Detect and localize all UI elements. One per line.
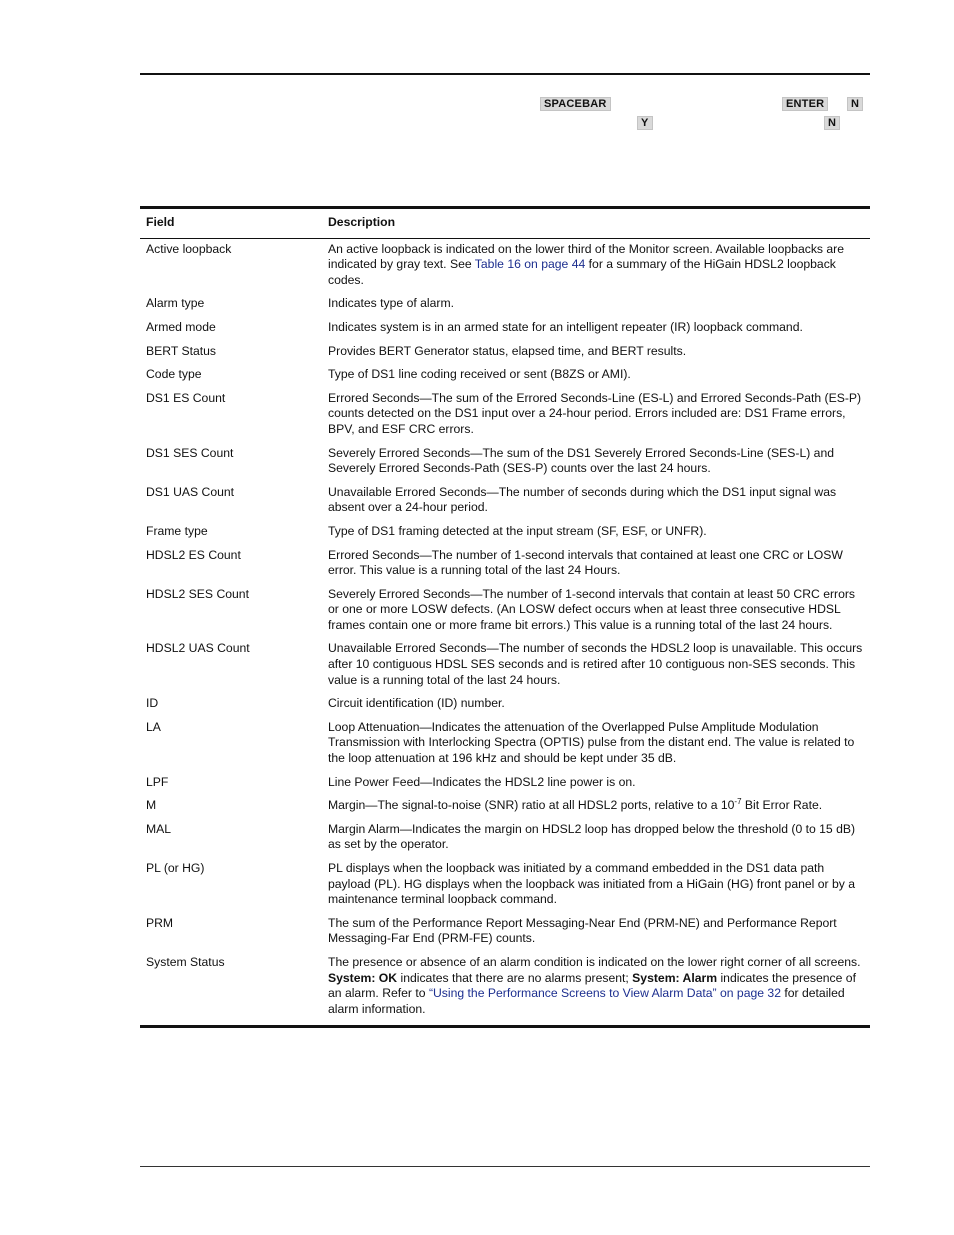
table-row <box>140 296 870 320</box>
field-cell: M <box>146 798 157 813</box>
table-row <box>140 446 870 485</box>
field-column-header: Field <box>146 215 175 229</box>
description-cell: Unavailable Errored Seconds—The number of seconds during which the DS1 input signal was absent over a 24-hour period. <box>328 484 837 515</box>
field-cell: Code type <box>146 367 202 382</box>
description-cell: Provides BERT Generator status, elapsed time, and BERT results. <box>328 343 687 358</box>
description-cell: Errored Seconds—The number of 1-second intervals that contained at least one CRC or LOSW error. This value is a running total of the last 24 Hours. <box>328 547 843 578</box>
table-row <box>140 485 870 524</box>
description-cell: Type of DS1 line coding received or sent (B8ZS or AMI). <box>328 367 631 382</box>
table-row <box>140 524 870 548</box>
description-cell <box>322 238 870 296</box>
n-key: N <box>824 116 840 130</box>
description-cell: Unavailable Errored Seconds—The number of seconds the HDSL2 loop is unavailable. This occurs after 10 contiguous HDSL SES seconds and is retired after 10 contiguous non-SES seconds. This value is a running total of the last 24 hours. <box>328 641 863 687</box>
table-row <box>140 696 870 720</box>
field-cell: Frame type <box>146 523 208 538</box>
description-cell: Errored Seconds—The sum of the Errored Seconds-Line (ES-L) and Errored Seconds-Path (ES-P) counts detected on the DS1 input over a 24-hour period. Errors included are: DS1 Frame errors, BPV, and ESF CRC errors. <box>328 390 862 436</box>
field-description-table <box>140 206 870 1028</box>
field-cell: LA <box>146 719 161 734</box>
description-cell: Severely Errored Seconds—The number of 1-second intervals that contain at least 50 CRC errors or one or more LOSW defects. (An LOSW defect occurs when at least three consecutive HDSL frames contain one or more frame bit errors.) This value is a running total of the last 24 hours. <box>328 586 856 632</box>
description-cell: Indicates system is in an armed state for an intelligent repeater (IR) loopback command. <box>328 319 803 334</box>
field-cell: DS1 SES Count <box>146 445 234 460</box>
description-cell: Margin Alarm—Indicates the margin on HDSL2 loop has dropped below the threshold (0 to 15 dB) as set by the operator. <box>328 821 856 852</box>
field-cell: DS1 UAS Count <box>146 484 235 499</box>
table-row <box>140 775 870 799</box>
description-column-header: Description <box>328 215 396 229</box>
description-cell: Line Power Feed—Indicates the HDSL2 line power is on. <box>328 774 636 789</box>
field-cell: ID <box>146 696 159 711</box>
table-row <box>140 238 870 296</box>
table-row <box>140 548 870 587</box>
table-row <box>140 320 870 344</box>
table-row <box>140 861 870 916</box>
field-cell: HDSL2 UAS Count <box>146 641 250 656</box>
description-cell: The sum of the Performance Report Messaging-Near End (PRM-NE) and Performance Report Messaging-Far End (PRM-FE) counts. <box>328 915 837 946</box>
field-cell: Alarm type <box>146 296 205 311</box>
table-row <box>140 641 870 696</box>
table-row <box>140 798 870 822</box>
field-cell: Active loopback <box>146 241 232 256</box>
description-text: for detailed alarm information. <box>328 986 845 1016</box>
description-text: The presence or absence of an alarm condition is indicated on the lower right corner of all screens. <box>328 954 861 969</box>
table-16-link[interactable]: Table 16 on page 44 <box>474 257 586 272</box>
table-row <box>140 955 870 1027</box>
system-ok-label: System: OK <box>328 970 398 985</box>
table-row <box>140 344 870 368</box>
description-text: indicates that there are no alarms present; <box>397 970 633 985</box>
field-cell: System Status <box>146 954 225 969</box>
table-row <box>140 587 870 642</box>
table-header-row <box>140 208 870 239</box>
field-cell: PL (or HG) <box>146 861 205 875</box>
description-cell: Severely Errored Seconds—The sum of the DS1 Severely Errored Seconds-Line (SES-L) and Severely Errored Seconds-Path (SES-P) counts over the last 24 hours. <box>328 445 835 476</box>
n-key: N <box>847 97 863 111</box>
spacebar-key: SPACEBAR <box>540 97 611 111</box>
exponent: -7 <box>734 797 742 807</box>
header-rule <box>140 73 870 75</box>
description-cell: Type of DS1 framing detected at the input stream (SF, ESF, or UNFR). <box>328 523 707 538</box>
table-row <box>140 391 870 446</box>
description-cell: PL displays when the loopback was initiated by a command embedded in the DS1 data path payload (PL). HG displays when the loopback was initiated from a HiGain (HG) front panel or by a maintenance terminal loopback command. <box>328 861 856 907</box>
description-text: An active loopback is indicated on the lower third of the Monitor screen. Available loopbacks are indicated by gray text. See <box>328 241 845 272</box>
field-cell: DS1 ES Count <box>146 390 226 405</box>
description-cell: Circuit identification (ID) number. <box>328 696 505 711</box>
description-text: Bit Error Rate. <box>741 798 823 813</box>
table-row <box>140 720 870 775</box>
table-row <box>140 916 870 955</box>
description-cell: Indicates type of alarm. <box>328 296 454 311</box>
description-text: for a summary of the HiGain HDSL2 loopback codes. <box>328 257 836 287</box>
field-cell: HDSL2 ES Count <box>146 547 241 562</box>
description-text: Margin—The signal-to-noise (SNR) ratio at all HDSL2 ports, relative to a 10 <box>328 798 735 813</box>
description-text: indicates the presence of an alarm. Refer to <box>328 970 856 1001</box>
field-cell: Armed mode <box>146 319 216 334</box>
description-cell <box>322 798 870 822</box>
enter-key: ENTER <box>782 97 828 111</box>
field-cell: PRM <box>146 915 174 930</box>
y-key: Y <box>637 116 653 130</box>
alarm-data-link[interactable]: “Using the Performance Screens to View Alarm Data” on page 32 <box>428 986 781 1001</box>
system-alarm-label: System: Alarm <box>632 970 718 985</box>
field-cell: MAL <box>146 821 172 836</box>
description-cell: Loop Attenuation—Indicates the attenuation of the Overlapped Pulse Amplitude Modulation Transmission with Interlocking Spectra (OPTIS) pulse from the distant end. The value is related to the loop attenuation at 196 kHz and should be kept under 35 dB. <box>328 719 855 766</box>
footer-rule <box>140 1166 870 1167</box>
description-cell <box>322 955 870 1027</box>
field-cell: HDSL2 SES Count <box>146 586 249 601</box>
table-row <box>140 822 870 861</box>
field-cell: BERT Status <box>146 343 217 358</box>
field-cell: LPF <box>146 774 169 789</box>
table-row <box>140 367 870 391</box>
